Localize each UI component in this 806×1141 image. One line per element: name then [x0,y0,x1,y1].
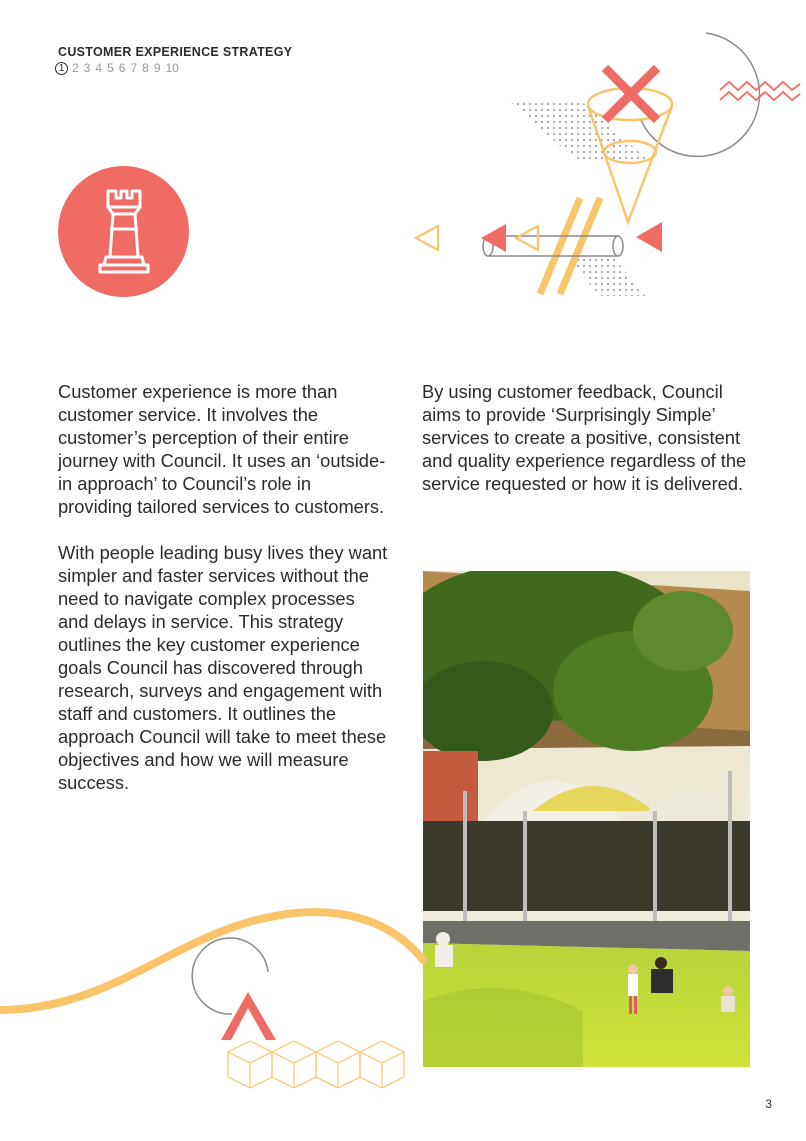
document-title: CUSTOMER EXPERIENCE STRATEGY [58,45,293,59]
page-nav-item[interactable]: 9 [153,61,161,75]
page-number: 3 [765,1097,772,1111]
page-nav-item[interactable]: 8 [142,61,149,75]
page-nav-item[interactable]: 3 [83,61,91,75]
dotted-parallelogram-bottom [568,258,646,296]
right-text-column [422,380,757,518]
page-nav-item[interactable]: 10 [165,61,179,75]
page-nav-item[interactable]: 5 [107,61,114,75]
left-text-column [58,380,388,817]
grey-arc-bottom [192,938,268,1014]
yellow-wave [0,912,423,1010]
page-nav-item[interactable]: 2 [72,61,79,75]
page-nav-current[interactable]: 1 [55,62,68,75]
dotted-parallelogram [508,100,648,160]
park-photo [423,571,750,1067]
body-paragraph: Customer experience is more than customer service. It involves the customer’s perception of their entire journey with Council. It uses an ‘outside-in approach’ to Council’s role in providing tailored services to customers. [58,381,386,517]
chess-rook-icon [92,187,156,277]
page-nav-item[interactable]: 6 [118,61,126,75]
coral-chevron [221,992,276,1040]
page-nav-item[interactable]: 7 [130,61,138,75]
body-paragraph: By using customer feedback, Council aims to provide ‘Surprisingly Simple’ services to create a positive, consistent and quality experience regardless of the service requested or how it is delivered. [422,381,747,494]
page-nav-item[interactable]: 4 [95,61,103,75]
body-paragraph: With people leading busy lives they want simpler and faster services without the need to navigate complex processes and delays in service. This strategy outlines the key customer experience goals Council has discovered through research, surveys and engagement with staff and customers. It outlines the approach Council will take to meet these objectives and how we will measure success. [58,542,388,793]
section-badge [58,166,189,297]
